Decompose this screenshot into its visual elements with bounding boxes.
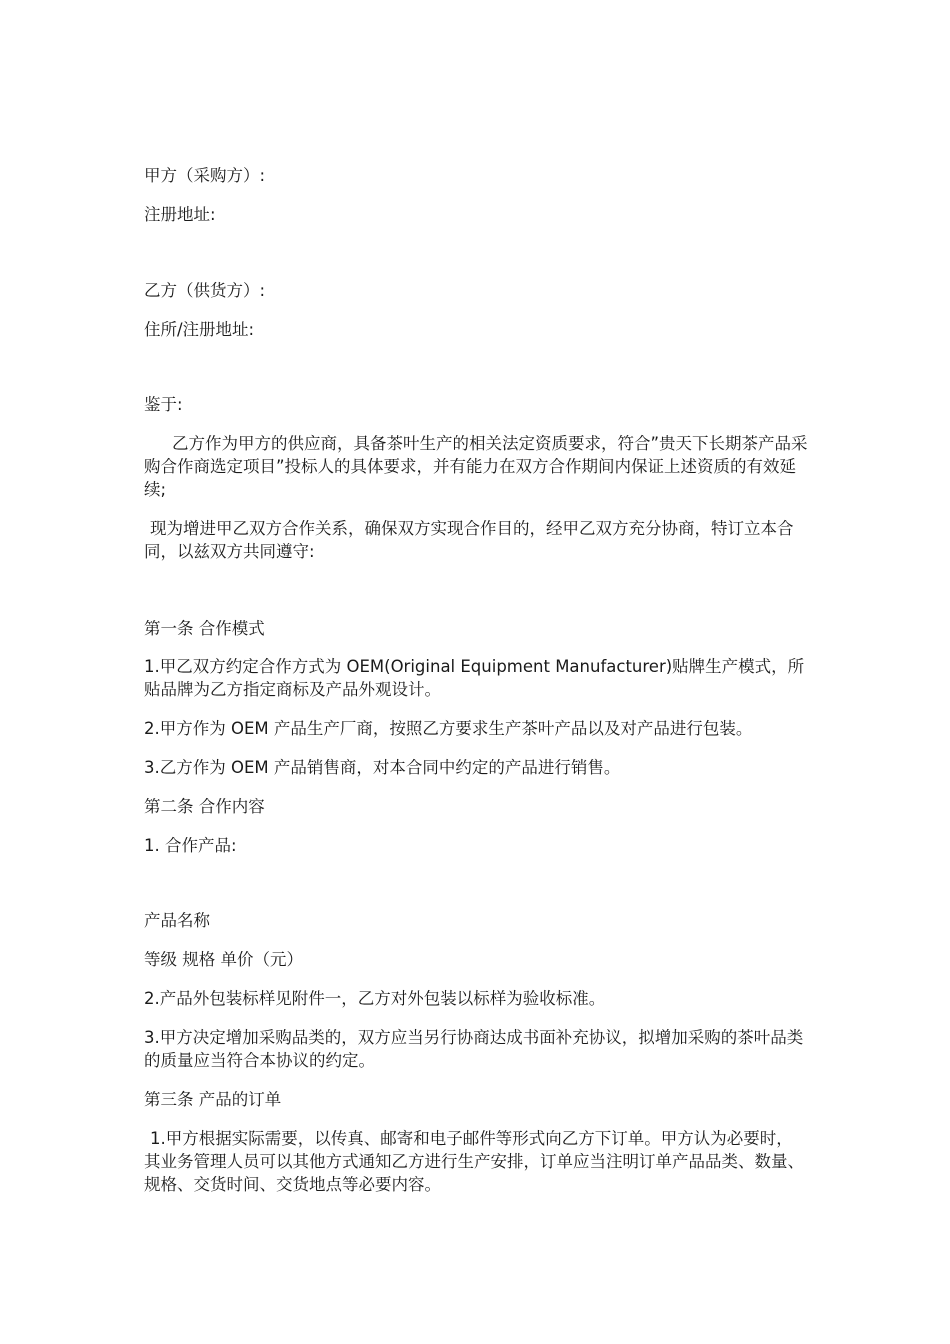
whereas-heading: 鉴于: (144, 395, 183, 414)
article-1-item-3: 3.乙方作为 OEM 产品销售商，对本合同中约定的产品进行销售。 (144, 758, 621, 777)
article-3-title: 第三条 产品的订单 (144, 1090, 282, 1109)
product-name-header: 产品名称 (144, 911, 210, 930)
article-1-item-2: 2.甲方作为 OEM 产品生产厂商，按照乙方要求生产茶叶产品以及对产品进行包装。 (144, 719, 753, 738)
article-2-item-2: 2.产品外包装标样见附件一，乙方对外包装以标样为验收标准。 (144, 989, 606, 1008)
article-3-item-1: 1.甲方根据实际需要，以传真、邮寄和电子邮件等形式向乙方下订单。甲方认为必要时，其业务管理人员可以其他方式通知乙方进行生产安排，订单应当注明订单产品品类、数量、规格、交货时间、交货地点等必要内容。 (144, 1129, 804, 1194)
party-b-address: 住所/注册地址: (144, 320, 255, 339)
article-1-title: 第一条 合作模式 (144, 619, 265, 638)
party-a-address: 注册地址: (144, 205, 216, 224)
article-2-title: 第二条 合作内容 (144, 797, 265, 816)
article-1-item-1: 1.甲乙双方约定合作方式为 OEM(Original Equipment Manufacturer)贴牌生产模式，所贴品牌为乙方指定商标及产品外观设计。 (144, 657, 805, 699)
product-specs-header: 等级 规格 单价（元） (144, 950, 303, 969)
article-2-item-3: 3.甲方决定增加采购品类的，双方应当另行协商达成书面补充协议，拟增加采购的茶叶品类的质量应当符合本协议的约定。 (144, 1028, 804, 1070)
whereas-paragraph-2: 现为增进甲乙双方合作关系，确保双方实现合作目的，经甲乙双方充分协商，特订立本合同，以兹双方共同遵守: (144, 519, 794, 561)
article-2-item-1: 1. 合作产品: (144, 836, 237, 855)
party-a-label: 甲方（采购方）: (144, 166, 266, 185)
party-b-label: 乙方（供货方）: (144, 281, 266, 300)
whereas-paragraph-1: 乙方作为甲方的供应商，具备茶叶生产的相关法定资质要求，符合”贵天下长期茶产品采购合作商选定项目”投标人的具体要求，并有能力在双方合作期间内保证上述资质的有效延续; (144, 434, 808, 499)
